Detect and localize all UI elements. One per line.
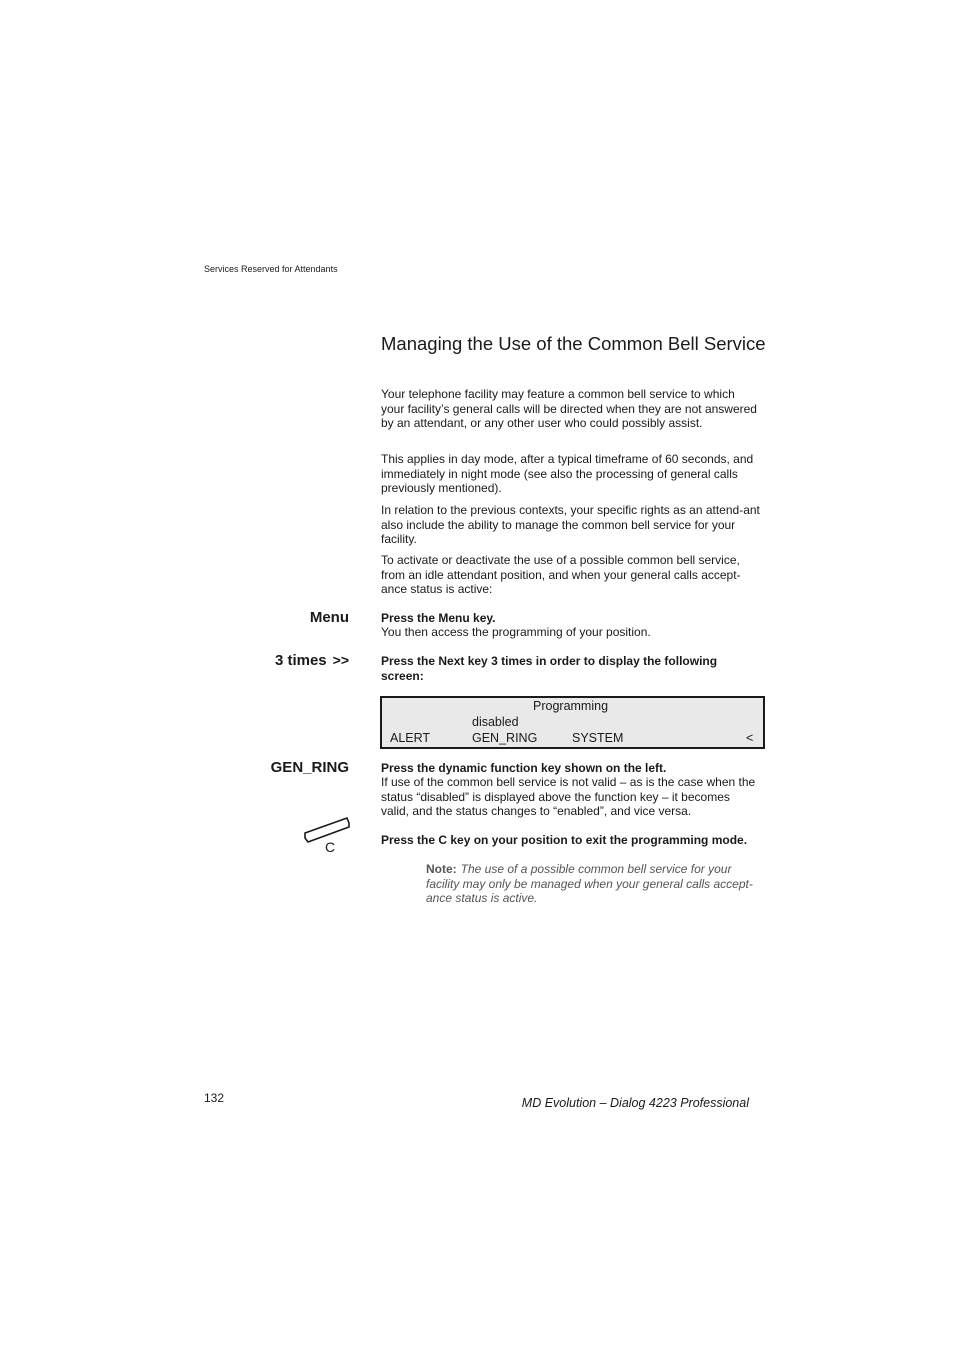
note-block bbox=[426, 862, 761, 906]
next-step-instruction: Press the Next key 3 times in order to display the following screen: bbox=[381, 654, 718, 683]
menu-key-label: Menu bbox=[309, 609, 349, 626]
next-arrows-icon: >> bbox=[332, 652, 349, 668]
c-key-letter: C bbox=[325, 839, 336, 855]
display-key-system: SYSTEM bbox=[572, 731, 624, 745]
display-back-arrow: < bbox=[746, 731, 754, 745]
footer-product-name: MD Evolution – Dialog 4223 Professional bbox=[521, 1096, 749, 1110]
display-status: disabled bbox=[472, 715, 519, 729]
gen-ring-step-detail: If use of the common bell service is not valid – as is the case when the status “disabled” is displayed above the function key – it becomes valid, and the status changes to “enabled”, and vice versa. bbox=[381, 775, 756, 819]
intro-paragraph-4: To activate or deactivate the use of a possible common bell service, from an idle attendant position, and when your general calls accept-ance status is active: bbox=[381, 553, 741, 597]
section-title: Managing the Use of the Common Bell Service bbox=[381, 333, 766, 354]
intro-paragraph-2: This applies in day mode, after a typical timeframe of 60 seconds, and immediately in night mode (see also the processing of general calls previously mentioned). bbox=[381, 452, 754, 496]
c-key-step-instruction: Press the C key on your position to exit the programming mode. bbox=[381, 833, 748, 847]
gen-ring-key-label: GEN_RING bbox=[270, 759, 349, 776]
running-header: Services Reserved for Attendants bbox=[204, 264, 338, 274]
gen-ring-step-instruction: Press the dynamic function key shown on the left. bbox=[381, 761, 667, 775]
menu-step-instruction: Press the Menu key. bbox=[381, 611, 496, 625]
display-title: Programming bbox=[533, 699, 609, 713]
next-key-label bbox=[275, 652, 349, 669]
page-number: 132 bbox=[204, 1091, 225, 1105]
display-key-alert: ALERT bbox=[390, 731, 431, 745]
intro-paragraph-1: Your telephone facility may feature a common bell service to which your facility’s general calls will be directed when they are not answered by an attendant, or any other user who could possibly assist. bbox=[381, 387, 757, 431]
intro-paragraph-3: In relation to the previous contexts, your specific rights as an attend-ant also include the ability to manage the common bell service for your facility. bbox=[381, 503, 760, 547]
menu-step-detail: You then access the programming of your position. bbox=[381, 625, 651, 639]
display-key-gen-ring: GEN_RING bbox=[472, 731, 538, 745]
note-label: Note: bbox=[426, 862, 457, 876]
phone-display-screen bbox=[380, 696, 765, 749]
next-key-count: 3 times bbox=[274, 652, 327, 669]
note-text: The use of a possible common bell service for your facility may only be managed when your general calls accept-ance status is active. bbox=[426, 862, 753, 906]
